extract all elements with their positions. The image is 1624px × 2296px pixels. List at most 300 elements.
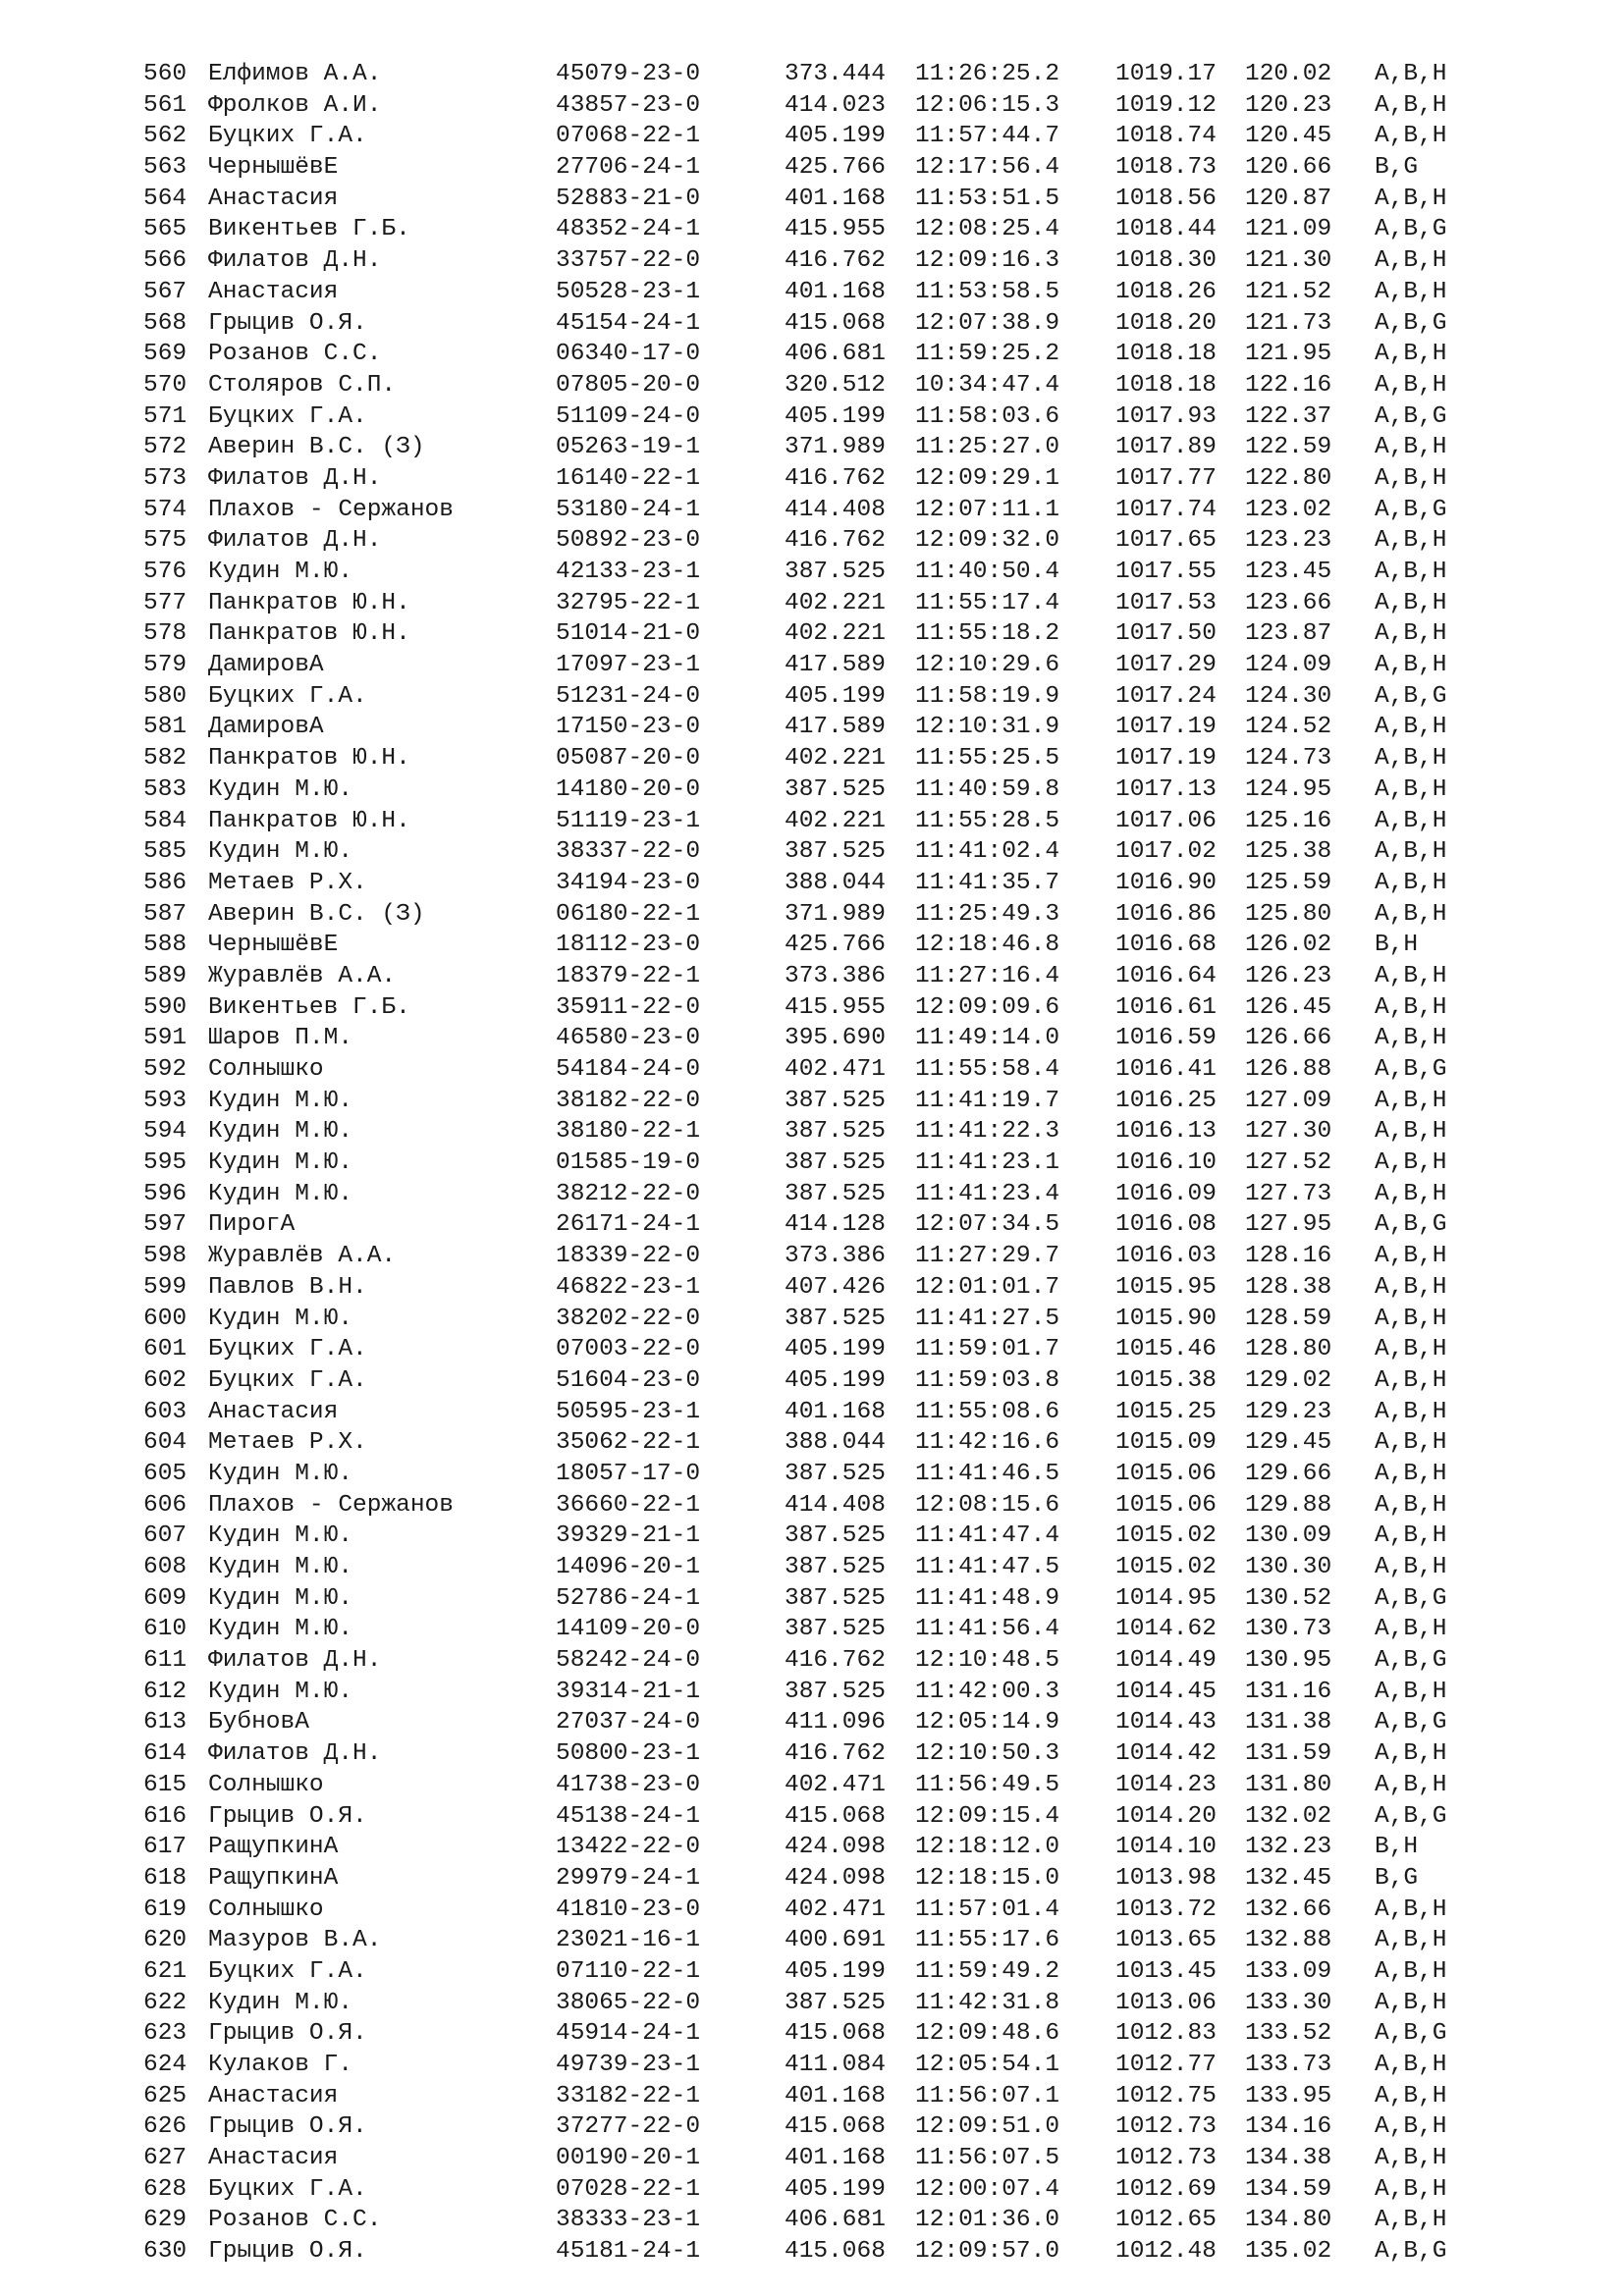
name-cell: Павлов В.Н.: [208, 1273, 367, 1301]
coefficient-cell: 129.66: [1245, 1460, 1332, 1487]
distance-cell: 402.221: [785, 745, 886, 773]
name-cell: Кудин М.Ю.: [208, 775, 353, 803]
class-cell: A,B,H: [1375, 2082, 1447, 2109]
class-cell: A,B,H: [1375, 1398, 1447, 1425]
speed-cell: 1013.45: [1115, 1957, 1217, 1985]
speed-cell: 1016.10: [1115, 1149, 1217, 1177]
table-row: [143, 432, 1449, 463]
place-cell: 563: [143, 154, 188, 182]
ring-number-cell: 00190-20-1: [556, 2145, 701, 2172]
coefficient-cell: 123.45: [1245, 559, 1332, 585]
arrival-time-cell: 12:08:25.4: [915, 216, 1060, 243]
class-cell: A,B,H: [1375, 1429, 1447, 1457]
distance-cell: 401.168: [785, 278, 886, 305]
speed-cell: 1012.77: [1115, 2052, 1217, 2078]
table-row: [143, 2050, 1449, 2081]
speed-cell: 1017.89: [1115, 434, 1217, 461]
ring-number-cell: 52883-21-0: [556, 185, 701, 212]
ring-number-cell: 07068-22-1: [556, 123, 701, 150]
arrival-time-cell: 11:55:08.6: [915, 1398, 1060, 1425]
ring-number-cell: 38212-22-0: [556, 1180, 701, 1207]
name-cell: ПирогА: [208, 1211, 296, 1239]
place-cell: 604: [143, 1429, 188, 1457]
class-cell: A,B,H: [1375, 1927, 1447, 1954]
arrival-time-cell: 11:41:02.4: [915, 838, 1060, 866]
ring-number-cell: 51014-21-0: [556, 620, 701, 648]
table-row: [143, 712, 1449, 743]
distance-cell: 402.221: [785, 620, 886, 648]
distance-cell: 415.955: [785, 993, 886, 1021]
coefficient-cell: 124.30: [1245, 682, 1332, 710]
speed-cell: 1017.74: [1115, 496, 1217, 523]
distance-cell: 416.762: [785, 527, 886, 555]
class-cell: A,B,G: [1375, 216, 1447, 243]
name-cell: Викентьев Г.Б.: [208, 993, 410, 1021]
coefficient-cell: 124.09: [1245, 652, 1332, 679]
distance-cell: 373.386: [785, 962, 886, 989]
name-cell: Филатов Д.Н.: [208, 1740, 382, 1768]
class-cell: A,B,H: [1375, 123, 1447, 150]
coefficient-cell: 120.66: [1245, 154, 1332, 182]
distance-cell: 411.096: [785, 1709, 886, 1736]
class-cell: A,B,H: [1375, 1087, 1447, 1114]
name-cell: Филатов Д.Н.: [208, 464, 382, 492]
place-cell: 574: [143, 496, 188, 523]
distance-cell: 400.691: [785, 1927, 886, 1954]
distance-cell: 414.128: [785, 1211, 886, 1239]
coefficient-cell: 127.09: [1245, 1087, 1332, 1114]
coefficient-cell: 131.80: [1245, 1771, 1332, 1798]
table-row: [143, 1209, 1449, 1241]
distance-cell: 401.168: [785, 2145, 886, 2172]
class-cell: A,B,G: [1375, 2238, 1447, 2266]
place-cell: 607: [143, 1522, 188, 1550]
table-row: [143, 618, 1449, 650]
ring-number-cell: 39314-21-1: [556, 1678, 701, 1705]
name-cell: Грыцив О.Я.: [208, 2020, 367, 2048]
name-cell: Панкратов Ю.Н.: [208, 745, 410, 773]
coefficient-cell: 123.23: [1245, 527, 1332, 555]
coefficient-cell: 134.16: [1245, 2113, 1332, 2141]
name-cell: Грыцив О.Я.: [208, 309, 367, 337]
class-cell: A,B,G: [1375, 1709, 1447, 1736]
coefficient-cell: 133.30: [1245, 1989, 1332, 2016]
speed-cell: 1016.09: [1115, 1180, 1217, 1207]
table-row: [143, 245, 1449, 277]
table-row: [143, 401, 1449, 433]
place-cell: 568: [143, 309, 188, 337]
class-cell: A,B,H: [1375, 61, 1447, 87]
distance-cell: 402.471: [785, 1896, 886, 1923]
class-cell: A,B,H: [1375, 559, 1447, 585]
speed-cell: 1013.65: [1115, 1927, 1217, 1954]
arrival-time-cell: 12:09:32.0: [915, 527, 1060, 555]
speed-cell: 1014.49: [1115, 1647, 1217, 1675]
coefficient-cell: 120.45: [1245, 123, 1332, 150]
ring-number-cell: 07028-22-1: [556, 2175, 701, 2203]
table-row: [143, 774, 1449, 806]
distance-cell: 416.762: [785, 247, 886, 275]
arrival-time-cell: 11:59:03.8: [915, 1366, 1060, 1394]
class-cell: A,B,H: [1375, 1243, 1447, 1270]
coefficient-cell: 121.09: [1245, 216, 1332, 243]
arrival-time-cell: 11:58:03.6: [915, 402, 1060, 430]
class-cell: A,B,H: [1375, 1149, 1447, 1177]
name-cell: Филатов Д.Н.: [208, 527, 382, 555]
coefficient-cell: 124.73: [1245, 745, 1332, 773]
table-row: [143, 2143, 1449, 2174]
name-cell: Анастасия: [208, 278, 339, 305]
ring-number-cell: 29979-24-1: [556, 1864, 701, 1892]
arrival-time-cell: 11:55:17.6: [915, 1927, 1060, 1954]
ring-number-cell: 45079-23-0: [556, 61, 701, 87]
coefficient-cell: 122.37: [1245, 402, 1332, 430]
place-cell: 601: [143, 1336, 188, 1363]
class-cell: A,B,H: [1375, 775, 1447, 803]
place-cell: 628: [143, 2175, 188, 2203]
name-cell: Шаров П.М.: [208, 1025, 353, 1052]
ring-number-cell: 51109-24-0: [556, 402, 701, 430]
coefficient-cell: 126.02: [1245, 932, 1332, 959]
arrival-time-cell: 12:07:11.1: [915, 496, 1060, 523]
name-cell: Кудин М.Ю.: [208, 1460, 353, 1487]
distance-cell: 387.525: [785, 1584, 886, 1612]
coefficient-cell: 134.59: [1245, 2175, 1332, 2203]
table-row: [143, 370, 1449, 401]
speed-cell: 1014.23: [1115, 1771, 1217, 1798]
table-row: [143, 1054, 1449, 1086]
coefficient-cell: 121.30: [1245, 247, 1332, 275]
class-cell: A,B,H: [1375, 620, 1447, 648]
table-row: [143, 2174, 1449, 2206]
arrival-time-cell: 11:53:51.5: [915, 185, 1060, 212]
class-cell: A,B,H: [1375, 91, 1447, 119]
speed-cell: 1016.41: [1115, 1056, 1217, 1083]
place-cell: 583: [143, 775, 188, 803]
distance-cell: 424.098: [785, 1834, 886, 1861]
class-cell: A,B,H: [1375, 1273, 1447, 1301]
place-cell: 594: [143, 1118, 188, 1146]
arrival-time-cell: 11:42:00.3: [915, 1678, 1060, 1705]
coefficient-cell: 127.73: [1245, 1180, 1332, 1207]
speed-cell: 1017.65: [1115, 527, 1217, 555]
distance-cell: 401.168: [785, 185, 886, 212]
coefficient-cell: 132.66: [1245, 1896, 1332, 1923]
ring-number-cell: 52786-24-1: [556, 1584, 701, 1612]
arrival-time-cell: 11:41:23.4: [915, 1180, 1060, 1207]
table-row: [143, 588, 1449, 619]
table-row: [143, 525, 1449, 557]
class-cell: A,B,H: [1375, 1180, 1447, 1207]
arrival-time-cell: 11:56:07.5: [915, 2145, 1060, 2172]
arrival-time-cell: 11:49:14.0: [915, 1025, 1060, 1052]
distance-cell: 387.525: [785, 559, 886, 585]
table-row: [143, 2236, 1449, 2268]
ring-number-cell: 18057-17-0: [556, 1460, 701, 1487]
class-cell: A,B,H: [1375, 1678, 1447, 1705]
class-cell: A,B,H: [1375, 2175, 1447, 2203]
table-row: [143, 681, 1449, 713]
table-row: [143, 1334, 1449, 1365]
arrival-time-cell: 12:09:15.4: [915, 1802, 1060, 1830]
ring-number-cell: 43857-23-0: [556, 91, 701, 119]
speed-cell: 1014.42: [1115, 1740, 1217, 1768]
place-cell: 617: [143, 1834, 188, 1861]
distance-cell: 387.525: [785, 1678, 886, 1705]
coefficient-cell: 120.87: [1245, 185, 1332, 212]
ring-number-cell: 14180-20-0: [556, 775, 701, 803]
name-cell: Журавлёв А.А.: [208, 1243, 397, 1270]
arrival-time-cell: 12:10:29.6: [915, 652, 1060, 679]
table-row: [143, 1738, 1449, 1770]
speed-cell: 1015.06: [1115, 1491, 1217, 1519]
coefficient-cell: 133.95: [1245, 2082, 1332, 2109]
ring-number-cell: 37277-22-0: [556, 2113, 701, 2141]
ring-number-cell: 17150-23-0: [556, 714, 701, 741]
distance-cell: 401.168: [785, 1398, 886, 1425]
distance-cell: 405.199: [785, 682, 886, 710]
name-cell: Буцких Г.А.: [208, 123, 367, 150]
name-cell: Кудин М.Ю.: [208, 1989, 353, 2016]
distance-cell: 402.221: [785, 807, 886, 834]
arrival-time-cell: 11:57:01.4: [915, 1896, 1060, 1923]
ring-number-cell: 18379-22-1: [556, 962, 701, 989]
distance-cell: 405.199: [785, 402, 886, 430]
speed-cell: 1018.18: [1115, 341, 1217, 368]
place-cell: 582: [143, 745, 188, 773]
distance-cell: 411.084: [785, 2052, 886, 2078]
place-cell: 562: [143, 123, 188, 150]
speed-cell: 1016.61: [1115, 993, 1217, 1021]
coefficient-cell: 126.45: [1245, 993, 1332, 1021]
place-cell: 591: [143, 1025, 188, 1052]
ring-number-cell: 51604-23-0: [556, 1366, 701, 1394]
table-row: [143, 1427, 1449, 1459]
speed-cell: 1013.06: [1115, 1989, 1217, 2016]
table-row: [143, 463, 1449, 495]
name-cell: Грыцив О.Я.: [208, 1802, 367, 1830]
name-cell: Кудин М.Ю.: [208, 1305, 353, 1332]
ring-number-cell: 05087-20-0: [556, 745, 701, 773]
table-row: [143, 59, 1449, 90]
speed-cell: 1018.74: [1115, 123, 1217, 150]
arrival-time-cell: 11:41:47.4: [915, 1522, 1060, 1550]
place-cell: 575: [143, 527, 188, 555]
coefficient-cell: 130.95: [1245, 1647, 1332, 1675]
place-cell: 571: [143, 402, 188, 430]
coefficient-cell: 126.88: [1245, 1056, 1332, 1083]
ring-number-cell: 38180-22-1: [556, 1118, 701, 1146]
coefficient-cell: 121.73: [1245, 309, 1332, 337]
name-cell: Кудин М.Ю.: [208, 1522, 353, 1550]
coefficient-cell: 132.02: [1245, 1802, 1332, 1830]
place-cell: 629: [143, 2207, 188, 2234]
name-cell: ДамировА: [208, 652, 324, 679]
coefficient-cell: 134.80: [1245, 2207, 1332, 2234]
class-cell: A,B,H: [1375, 1989, 1447, 2016]
place-cell: 614: [143, 1740, 188, 1768]
speed-cell: 1016.13: [1115, 1118, 1217, 1146]
arrival-time-cell: 11:27:16.4: [915, 962, 1060, 989]
coefficient-cell: 131.16: [1245, 1678, 1332, 1705]
ring-number-cell: 33182-22-1: [556, 2082, 701, 2109]
speed-cell: 1012.48: [1115, 2238, 1217, 2266]
table-row: [143, 1988, 1449, 2019]
coefficient-cell: 120.23: [1245, 91, 1332, 119]
distance-cell: 395.690: [785, 1025, 886, 1052]
coefficient-cell: 128.59: [1245, 1305, 1332, 1332]
arrival-time-cell: 11:41:48.9: [915, 1584, 1060, 1612]
class-cell: A,B,H: [1375, 1554, 1447, 1580]
ring-number-cell: 48352-24-1: [556, 216, 701, 243]
place-cell: 577: [143, 589, 188, 616]
name-cell: Метаев Р.Х.: [208, 869, 367, 896]
distance-cell: 415.068: [785, 1802, 886, 1830]
place-cell: 580: [143, 682, 188, 710]
arrival-time-cell: 11:57:44.7: [915, 123, 1060, 150]
place-cell: 603: [143, 1398, 188, 1425]
coefficient-cell: 122.16: [1245, 371, 1332, 399]
arrival-time-cell: 12:10:48.5: [915, 1647, 1060, 1675]
distance-cell: 373.386: [785, 1243, 886, 1270]
name-cell: Елфимов А.А.: [208, 61, 382, 87]
table-row: [143, 339, 1449, 370]
place-cell: 599: [143, 1273, 188, 1301]
class-cell: B,H: [1375, 1834, 1419, 1861]
distance-cell: 416.762: [785, 464, 886, 492]
table-row: [143, 1770, 1449, 1801]
distance-cell: 387.525: [785, 838, 886, 866]
arrival-time-cell: 12:10:31.9: [915, 714, 1060, 741]
speed-cell: 1015.02: [1115, 1522, 1217, 1550]
table-row: [143, 214, 1449, 245]
class-cell: A,B,H: [1375, 371, 1447, 399]
place-cell: 588: [143, 932, 188, 959]
ring-number-cell: 14109-20-0: [556, 1616, 701, 1643]
place-cell: 618: [143, 1864, 188, 1892]
name-cell: Плахов - Сержанов: [208, 1491, 454, 1519]
name-cell: Мазуров В.А.: [208, 1927, 382, 1954]
speed-cell: 1014.43: [1115, 1709, 1217, 1736]
speed-cell: 1016.86: [1115, 900, 1217, 928]
ring-number-cell: 36660-22-1: [556, 1491, 701, 1519]
place-cell: 624: [143, 2052, 188, 2078]
speed-cell: 1015.02: [1115, 1554, 1217, 1580]
speed-cell: 1014.45: [1115, 1678, 1217, 1705]
place-cell: 569: [143, 341, 188, 368]
speed-cell: 1013.98: [1115, 1864, 1217, 1892]
name-cell: Кудин М.Ю.: [208, 1616, 353, 1643]
ring-number-cell: 54184-24-0: [556, 1056, 701, 1083]
distance-cell: 387.525: [785, 1522, 886, 1550]
name-cell: Солнышко: [208, 1896, 324, 1923]
arrival-time-cell: 12:00:07.4: [915, 2175, 1060, 2203]
class-cell: A,B,G: [1375, 1584, 1447, 1612]
speed-cell: 1012.73: [1115, 2145, 1217, 2172]
arrival-time-cell: 11:59:01.7: [915, 1336, 1060, 1363]
arrival-time-cell: 12:05:54.1: [915, 2052, 1060, 2078]
coefficient-cell: 133.73: [1245, 2052, 1332, 2078]
coefficient-cell: 123.02: [1245, 496, 1332, 523]
speed-cell: 1015.90: [1115, 1305, 1217, 1332]
name-cell: Буцких Г.А.: [208, 1366, 367, 1394]
table-row: [143, 743, 1449, 774]
place-cell: 570: [143, 371, 188, 399]
class-cell: A,B,H: [1375, 1616, 1447, 1643]
ring-number-cell: 46580-23-0: [556, 1025, 701, 1052]
coefficient-cell: 129.23: [1245, 1398, 1332, 1425]
name-cell: Кудин М.Ю.: [208, 1584, 353, 1612]
place-cell: 612: [143, 1678, 188, 1705]
name-cell: Метаев Р.Х.: [208, 1429, 367, 1457]
ring-number-cell: 46822-23-1: [556, 1273, 701, 1301]
speed-cell: 1016.08: [1115, 1211, 1217, 1239]
distance-cell: 387.525: [785, 775, 886, 803]
place-cell: 627: [143, 2145, 188, 2172]
place-cell: 585: [143, 838, 188, 866]
place-cell: 598: [143, 1243, 188, 1270]
distance-cell: 387.525: [785, 1616, 886, 1643]
distance-cell: 387.525: [785, 1305, 886, 1332]
coefficient-cell: 123.87: [1245, 620, 1332, 648]
distance-cell: 371.989: [785, 434, 886, 461]
place-cell: 605: [143, 1460, 188, 1487]
arrival-time-cell: 12:09:09.6: [915, 993, 1060, 1021]
table-row: [143, 1459, 1449, 1490]
arrival-time-cell: 11:25:49.3: [915, 900, 1060, 928]
ring-number-cell: 27037-24-0: [556, 1709, 701, 1736]
ring-number-cell: 41738-23-0: [556, 1771, 701, 1798]
class-cell: A,B,H: [1375, 838, 1447, 866]
coefficient-cell: 129.88: [1245, 1491, 1332, 1519]
speed-cell: 1012.75: [1115, 2082, 1217, 2109]
class-cell: A,B,H: [1375, 993, 1447, 1021]
class-cell: A,B,H: [1375, 2145, 1447, 2172]
ring-number-cell: 26171-24-1: [556, 1211, 701, 1239]
name-cell: Буцких Г.А.: [208, 1957, 367, 1985]
coefficient-cell: 127.30: [1245, 1118, 1332, 1146]
ring-number-cell: 45154-24-1: [556, 309, 701, 337]
ring-number-cell: 38065-22-0: [556, 1989, 701, 2016]
distance-cell: 402.471: [785, 1056, 886, 1083]
distance-cell: 425.766: [785, 154, 886, 182]
speed-cell: 1016.68: [1115, 932, 1217, 959]
ring-number-cell: 07805-20-0: [556, 371, 701, 399]
coefficient-cell: 130.52: [1245, 1584, 1332, 1612]
name-cell: Буцких Г.А.: [208, 1336, 367, 1363]
speed-cell: 1016.90: [1115, 869, 1217, 896]
place-cell: 625: [143, 2082, 188, 2109]
table-row: [143, 1365, 1449, 1397]
coefficient-cell: 132.23: [1245, 1834, 1332, 1861]
coefficient-cell: 122.59: [1245, 434, 1332, 461]
class-cell: A,B,H: [1375, 1771, 1447, 1798]
ring-number-cell: 07110-22-1: [556, 1957, 701, 1985]
class-cell: A,B,H: [1375, 185, 1447, 212]
place-cell: 592: [143, 1056, 188, 1083]
name-cell: Кудин М.Ю.: [208, 1678, 353, 1705]
table-row: [143, 1086, 1449, 1117]
name-cell: Панкратов Ю.Н.: [208, 807, 410, 834]
ring-number-cell: 18339-22-0: [556, 1243, 701, 1270]
coefficient-cell: 124.52: [1245, 714, 1332, 741]
ring-number-cell: 51231-24-0: [556, 682, 701, 710]
name-cell: Аверин В.С. (З): [208, 434, 425, 461]
class-cell: A,B,H: [1375, 807, 1447, 834]
arrival-time-cell: 11:25:27.0: [915, 434, 1060, 461]
table-row: [143, 1895, 1449, 1926]
speed-cell: 1017.19: [1115, 714, 1217, 741]
